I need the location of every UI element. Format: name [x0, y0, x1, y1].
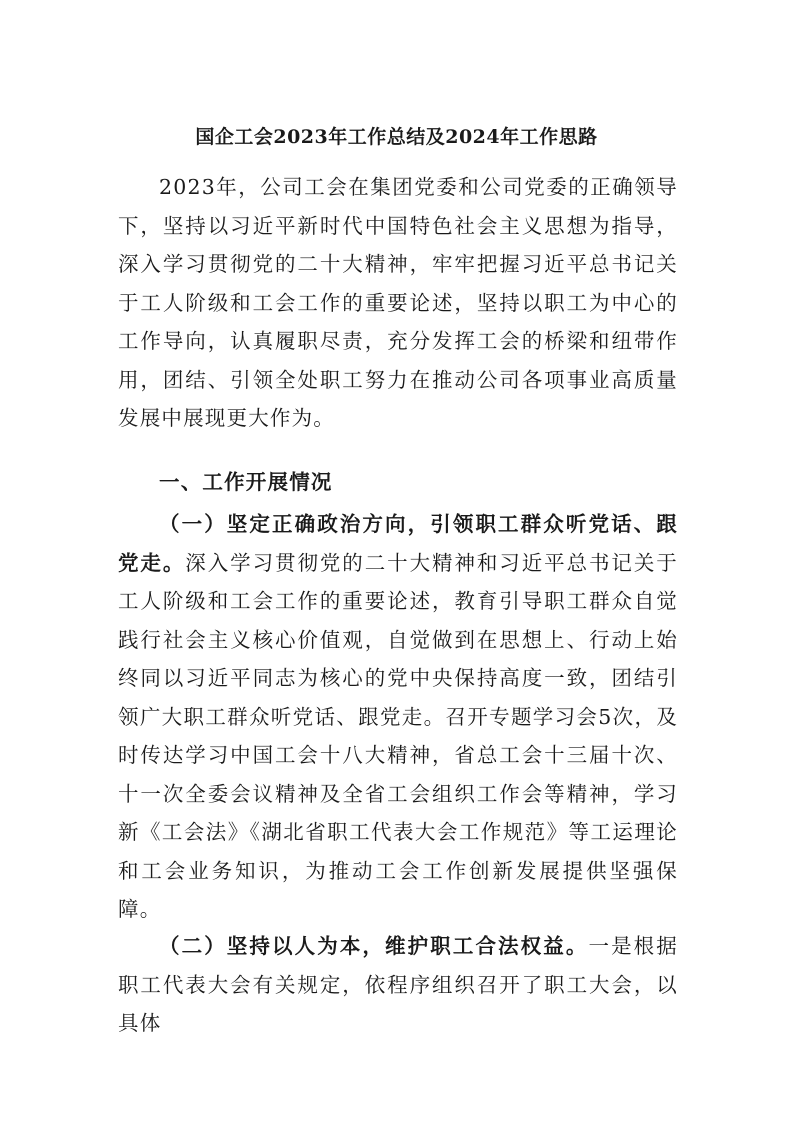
paragraph-lead-political-direction: （一）坚定正确政治方向，引领职工群众听党话、跟党走。 — [118, 512, 678, 575]
paragraph-worker-rights — [118, 927, 678, 1043]
intro-paragraph: 2023年，公司工会在集团党委和公司党委的正确领导下，坚持以习近平新时代中国特色社会主义思想为指导，深入学习贯彻党的二十大精神，牢牢把握习近平总书记关于工人阶级和工会工作的重要论述，坚持以职工为中心的工作导向，认真履职尽责，充分发挥工会的桥梁和纽带作用，团结、引领全处职工努力在推动公司各项事业高质量发展中展现更大作为。 — [118, 175, 678, 430]
paragraph-body-worker-rights: 一是根据职工代表大会有关规定，依程序组织召开了职工大会，以具体 — [118, 934, 678, 1035]
paragraph-political-direction — [118, 505, 678, 929]
paragraph-lead-worker-rights: （二）坚持以人为本，维护职工合法权益。 — [159, 934, 589, 958]
document-title: 国企工会2023年工作总结及2024年工作思路 — [195, 126, 598, 148]
section-heading-work-status: 一、工作开展情况 — [159, 470, 333, 494]
paragraph-body-political-direction: 深入学习贯彻党的二十大精神和习近平总书记关于工人阶级和工会工作的重要论述，教育引导职工群众自觉践行社会主义核心价值观，自觉做到在思想上、行动上始终同以习近平同志为核心的党中央保持高度一致，团结引领广大职工群众听党话、跟党走。召开专题学习会5次，及时传达学习中国工会十八大精神，省总工会十三届十次、十一次全委会议精神及全省工会组织工作会等精神，学习新《工会法》《湖北省职工代表大会工作规范》等工运理论和工会业务知识，为推动工会工作创新发展提供坚强保障。 — [118, 550, 678, 921]
